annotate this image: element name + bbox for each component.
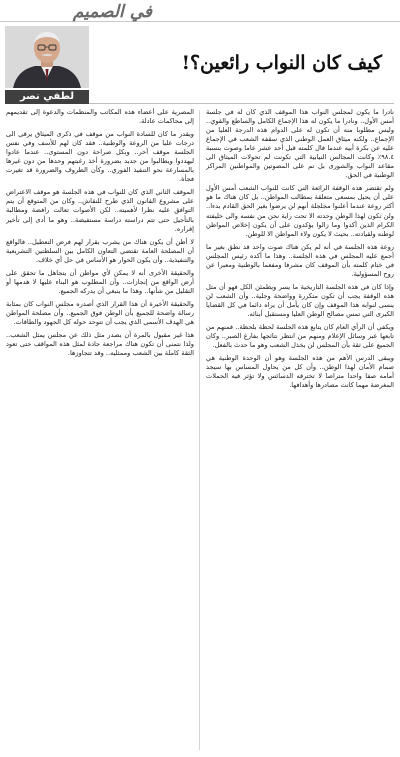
author-name: لطفي نصر [19,91,75,102]
paragraph: وإذا كان في هذه الجلسة التاريخية ما يسر ويطمئن الكل فهو أن مثل هذه الوقفة يجب أن تكون متكررة وواضحة وجلية.. وأن الشعب لن ينسى لنوابه هذا الموقف وإن كان يأمل أن يراه دائما في كل القضايا الكبرى التي تمس مصالح الوطن العليا ومستقبل أبنائه. [206,282,394,318]
paragraph: لا أظن أن يكون هناك من يشرب بقرار لهم فرض التعطيل.. فالواقع أن المصلحة العامة تقتضي التعاون الكامل بين السلطتين التشريعية والتنفيذية.. وأن يكون الحوار هو الأساس في حل أي خلاف. [6,237,194,264]
paragraph: ولم تقتصر هذه الوقفة الرائعة التي كانت للنواب الشعب أمس الأول على أن يحيل بمسعى متعلقة بمطالب المواطن.. بل كان هناك ما هو أكثر روعة عندما أعلنوا مجلجلة أنهم لن يرضوا بغير الحق القادم بدءا.. ولن تكون لهذا الوطن وحدته الا تحت راية نحن من نفسه والى خليفته الكرام الذين أكدوا وما زالوا يؤكدون على أن يكون إخلاص المواطن لوطنه ولقيادته.. بحيث لا يكون ولاء المواطن الا للوطن. [206,184,394,238]
article-title: كيف كان النواب رائعين؟! [181,52,382,74]
paragraph: والحقيقة الأخيرة أن هذا القرار الذي أصدره مجلس النواب كان بمثابة رسالة واضحة للجميع بأن الوطن فوق الجميع.. وأن مصلحة المواطن هي الهدف الأسمى الذي يجب أن تتوحد حوله كل الجهود والطاقات. [6,299,194,326]
paragraph: ويقدر ما كان للسادة النواب من موقف في ذكرى الميثاق يرقى الى درجات عليا من الروعة والوطنية.. فقد كان لهم للأسف وفي نفس الجلسة موقف آخر.. وبكل صراحة دون المستوى.. عندما عادوا ليهددوا ويطالبوا من جديد بضرورة أخذ رغبتهم وحدها من دون غيرها بالمسارعة نحو التنفيذ الفوري.. وكأن الظروف والضرورة قد تغيرت فجأة. [6,130,194,184]
paragraph: المصرية على أعضاء هذه المكاتب والمنظمات والدعوة إلى تقديمهم إلى محاكمات عادلة. [6,108,194,126]
column-divider [199,110,200,750]
column-header [0,0,400,22]
author-photo [5,26,89,88]
paragraph: روعة هذه الجلسة في أنه لم يكن هناك صوت واحد قد نطق بغير ما أجمع عليه المجلس في هذه الجلسة.. وهذا ما أكده رئيس المجلس في ختام كلمته بأن الموقف كان مشرفا ومفعما بالوطنية ومعبرا عن روح المسؤولية. [206,242,394,278]
article-column-left [6,108,194,754]
article-column-right [206,108,394,754]
header-rule [89,103,394,104]
paragraph: الموقف الثاني الذي كان للنواب في هذه الجلسة هو موقف الاعتراض على مشروع القانون الذي طرح للنقاش.. وكان من المتوقع أن يتم التوافق عليه نظرا لأهميته.. لكن الأصوات تعالت رافضة ومطالبة بالتأجيل حتى تتم دراسته دراسة مستفيضة.. وهو ما أدى إلى تأخير إقراره. [6,188,194,233]
paragraph: هذا غير مقبول بالمرة أن يصدر مثل ذلك عن مجلس يمثل الشعب.. ولذا نتمنى أن تكون هناك مراجعة جادة لمثل هذه المواقف حتى تعود الثقة كاملة بين الشعب وممثليه.. وقد تتجاوزها. [6,331,194,358]
paragraph: نادرا ما يكون لمجلس النواب هذا الموقف الذي كان له في جلسة أمس الأول.. ونادرا ما يكون له هذا الإجماع الكامل والساطع والقوي.. وليس مطلوبا منه أن تكون له على الدوام هذه الدرجة العليا من الإجماع.. ولكنه ميثاق العمل الوطني الذي سقفه الشعب في الإجماع عليه عن بكرة أبيه عندما قال كلمته قبل أحد عشر عاما وصوت بنسبة ٩٨.٤٪ وكانت المجالس النيابية التي تكونت لم تحولات الميثاق الى مقاعد النواب والشورى بل تم على المصوتين والمواطنين المراكز الوطنية في الحق. [206,108,394,180]
paragraph: والحقيقة الأخرى أنه لا يمكن لأي مواطن أن يتجاهل ما تحقق على أرض الواقع من إنجازات.. وأن المطلوب هو البناء عليها لا هدمها أو التقليل من شأنها.. وهذا ما ينبغي أن يدركه الجميع. [6,268,194,295]
paragraph: ويكفي أن الرأي العام كان يتابع هذه الجلسة لحظة بلحظة.. فمنهم من تابعها عبر وسائل الإعلام ومنهم من انتظر نتائجها بفارغ الصبر.. وكان الجميع على ثقة بأن المجلس لن يخذل الشعب وهو ما حدث بالفعل. [206,323,394,350]
author-portrait-icon [5,26,89,88]
column-name: في الصميم [72,2,152,22]
paragraph: ويبقى الدرس الأهم من هذه الجلسة وهو أن الوحدة الوطنية هي صمام الأمان لهذا الوطن.. وأن كل من يحاول المساس بها سيجد أمامه صفا واحدا متراصا لا تخترقه الدسائس ولا تؤثر فيه الحملات المغرضة مهما كانت مصادرها وأهدافها. [206,354,394,390]
